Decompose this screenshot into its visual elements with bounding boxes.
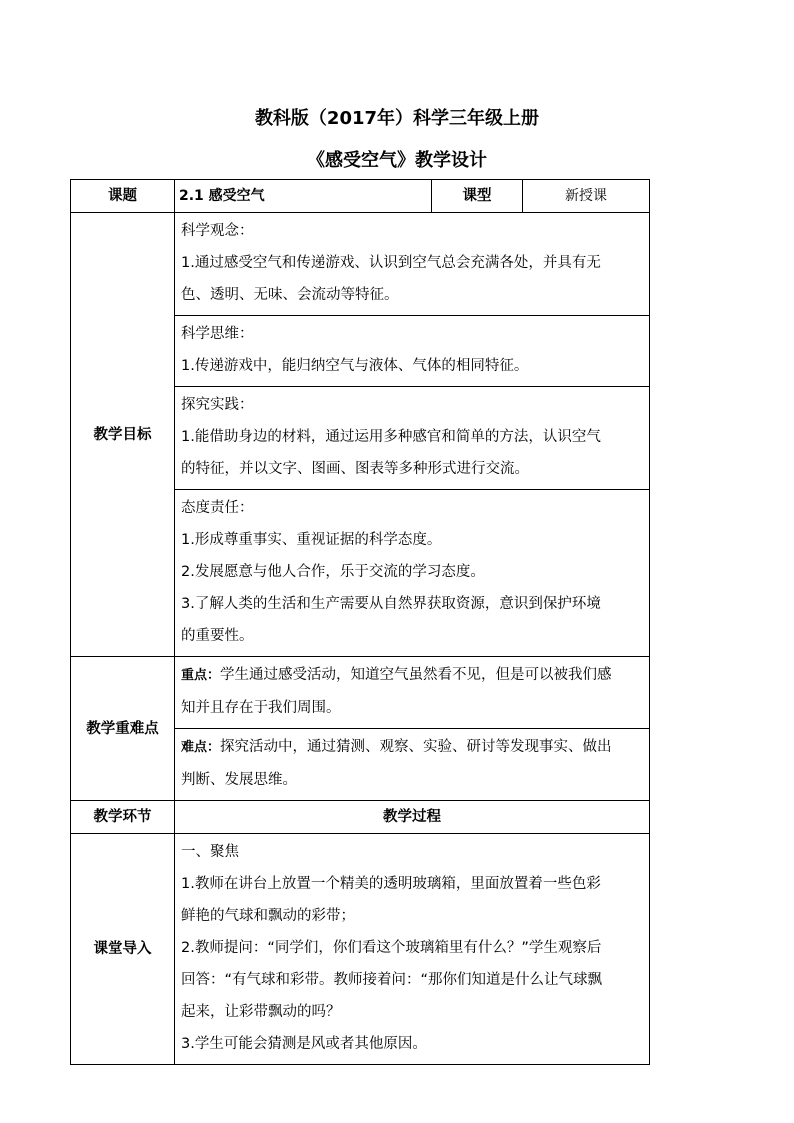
focus-key: 重点： [181, 668, 221, 683]
process-header: 教学过程 [175, 801, 650, 834]
intro-line: 1.教师在讲台上放置一个精美的透明玻璃箱，里面放置着一些色彩 [181, 876, 601, 892]
focus-cell [175, 657, 650, 729]
process-header-row [71, 801, 650, 834]
objective-line: 1.通过感受空气和传递游戏、认识到空气总会充满各处，并具有无 [181, 255, 601, 271]
objective-heading: 态度责任： [181, 500, 254, 516]
objective-heading: 探究实践： [181, 397, 254, 413]
objective-attitude [175, 490, 650, 657]
intro-line: 回答：“有气球和彩带。教师接着问：“那你们知道是什么让气球飘 [181, 972, 603, 988]
objective-science-thinking [175, 316, 650, 387]
objective-line: 色、透明、无味、会流动等特征。 [181, 287, 399, 303]
objective-line: 2.发展愿意与他人合作，乐于交流的学习态度。 [181, 564, 485, 580]
stage-header: 教学环节 [71, 801, 175, 834]
topic-value: 2.1 感受空气 [175, 180, 432, 213]
intro-line: 鲜艳的气球和飘动的彩带； [181, 908, 355, 924]
difficulty-line: 判断、发展思维。 [181, 772, 297, 788]
objective-heading: 科学观念： [181, 223, 254, 239]
intro-line: 2.教师提问：“同学们，你们看这个玻璃箱里有什么？”学生观察后 [181, 940, 602, 956]
objective-heading: 科学思维： [181, 326, 254, 342]
key-points-label: 教学重难点 [71, 657, 175, 801]
intro-line: 一、聚焦 [181, 844, 239, 860]
focus-line: 知并且存在于我们周围。 [181, 700, 341, 716]
intro-line: 3.学生可能会猜测是风或者其他原因。 [181, 1036, 427, 1052]
intro-label: 课堂导入 [71, 834, 175, 1065]
topic-row [71, 180, 650, 213]
objective-line: 的重要性。 [181, 628, 254, 644]
objective-line: 的特征，并以文字、图画、图表等多种形式进行交流。 [181, 461, 529, 477]
difficulty-key: 难点： [181, 740, 221, 755]
difficulty-cell [175, 729, 650, 801]
document-title: 教科版（2017年）科学三年级上册 [254, 108, 540, 129]
intro-content [175, 834, 650, 1065]
difficulty-line: 探究活动中，通过猜测、观察、实验、研讨等发现事实、做出 [220, 739, 612, 755]
objective-science-concept [175, 213, 650, 316]
document-subtitle: 《感受空气》教学设计 [307, 150, 487, 171]
objective-line: 1.能借助身边的材料，通过运用多种感官和简单的方法，认识空气 [181, 429, 601, 445]
objectives-label: 教学目标 [71, 213, 175, 657]
lesson-type-value: 新授课 [523, 180, 650, 213]
intro-line: 起来，让彩带飘动的吗？ [181, 1004, 341, 1020]
topic-label: 课题 [71, 180, 175, 213]
lesson-type-label: 课型 [432, 180, 523, 213]
lesson-plan-table [70, 179, 650, 1065]
objective-line: 1.传递游戏中，能归纳空气与液体、气体的相同特征。 [181, 358, 529, 374]
focus-line: 学生通过感受活动，知道空气虽然看不见，但是可以被我们感 [220, 667, 612, 683]
objective-inquiry-practice [175, 387, 650, 490]
objective-line: 1.形成尊重事实、重视证据的科学态度。 [181, 532, 442, 548]
objective-line: 3.了解人类的生活和生产需要从自然界获取资源，意识到保护环境 [181, 596, 601, 612]
